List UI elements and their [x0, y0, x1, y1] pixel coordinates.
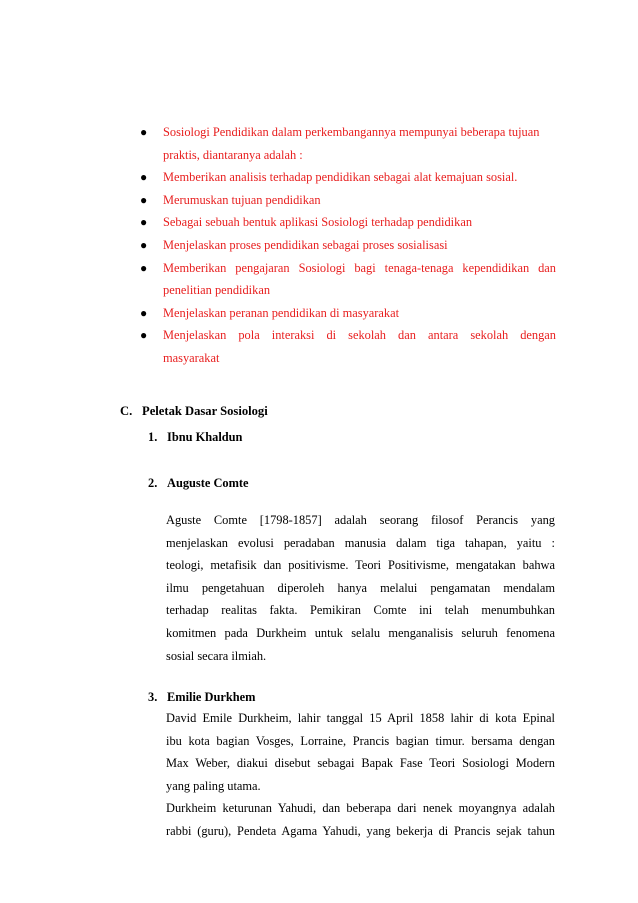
paragraph-line: teologi, metafisik dan positivisme. Teori Positivisme, mengatakan bahwa [166, 558, 555, 573]
subheading-title: Ibnu Khaldun [167, 430, 243, 444]
subheading-ibnu-khaldun [148, 428, 242, 446]
section-heading [120, 402, 268, 420]
bullet-text: Memberikan pengajaran Sosiologi bagi tenaga-tenaga kependidikan dan penelitian pendidikan [163, 260, 556, 298]
paragraph-line: komitmen pada Durkheim untuk selalu menganalisis seluruh fenomena [166, 625, 555, 640]
bullet-text: Memberikan analisis terhadap pendidikan sebagai alat kemajuan sosial. [163, 170, 518, 185]
paragraph-line: yang paling utama. [166, 778, 261, 793]
bullet-icon: ● [140, 305, 148, 320]
bullet-text: Menjelaskan proses pendidikan sebagai proses sosialisasi [163, 237, 448, 252]
comte-paragraph [166, 509, 555, 667]
paragraph-line: Durkheim keturunan Yahudi, dan beberapa dari nenek moyangnya adalah [166, 801, 555, 816]
bullet-icon: ● [140, 192, 148, 207]
subheading-number: 2. [148, 476, 158, 490]
section-letter: C. [120, 404, 133, 418]
paragraph-line: sosial secara ilmiah. [166, 648, 267, 663]
list-item [0, 302, 638, 325]
bullet-text: Sebagai sebuah bentuk aplikasi Sosiologi terhadap pendidikan [163, 215, 473, 230]
paragraph-line: Max Weber, diakui disebut sebagai Bapak Fase Teori Sosiologi Modern [166, 756, 555, 771]
paragraph-line: menjelaskan evolusi peradaban manusia dalam tiga tahapan, yaitu : [166, 535, 555, 550]
bullet-icon: ● [140, 170, 148, 185]
section-title: Peletak Dasar Sosiologi [142, 404, 268, 418]
bullet-text: Sosiologi Pendidikan dalam perkembangannya mempunyai beberapa tujuan praktis, diantaranya adalah : [163, 125, 540, 162]
bullet-icon: ● [140, 260, 148, 275]
bullet-icon: ● [140, 237, 148, 252]
list-item [0, 324, 638, 369]
durkhem-paragraph [166, 707, 555, 843]
bullet-icon: ● [140, 215, 148, 230]
paragraph-line: Aguste Comte [1798-1857] adalah seorang filosof Perancis yang [166, 513, 555, 527]
list-item [0, 234, 638, 257]
list-item [0, 257, 638, 302]
list-item [0, 166, 638, 189]
list-item [0, 121, 638, 166]
list-item [0, 211, 638, 234]
bullet-text: Merumuskan tujuan pendidikan [163, 192, 321, 207]
paragraph-line: terhadap realitas fakta. Pemikiran Comte ini telah menumbuhkan [166, 603, 555, 618]
objectives-bullet-list [0, 121, 638, 370]
subheading-emilie-durkhem [148, 688, 255, 706]
subheading-auguste-comte [148, 474, 249, 492]
subheading-title: Emilie Durkhem [167, 690, 256, 704]
subheading-title: Auguste Comte [167, 476, 249, 490]
paragraph-line: rabbi (guru), Pendeta Agama Yahudi, yang bekerja di Prancis sejak tahun [166, 823, 555, 838]
subheading-number: 1. [148, 430, 158, 444]
paragraph-line: ibu kota bagian Vosges, Lorraine, Prancis bagian timur. bersama dengan [166, 733, 555, 748]
bullet-icon: ● [140, 328, 148, 343]
paragraph-line: David Emile Durkheim, lahir tanggal 15 April 1858 lahir di kota Epinal [166, 711, 555, 725]
bullet-text: Menjelaskan pola interaksi di sekolah dan antara sekolah dengan masyarakat [163, 328, 556, 365]
bullet-text: Menjelaskan peranan pendidikan di masyarakat [163, 305, 400, 320]
list-item [0, 189, 638, 212]
paragraph-line: ilmu pengetahuan diperoleh hanya melalui pengamatan mendalam [166, 580, 555, 595]
subheading-number: 3. [148, 690, 158, 704]
bullet-icon: ● [140, 125, 148, 139]
